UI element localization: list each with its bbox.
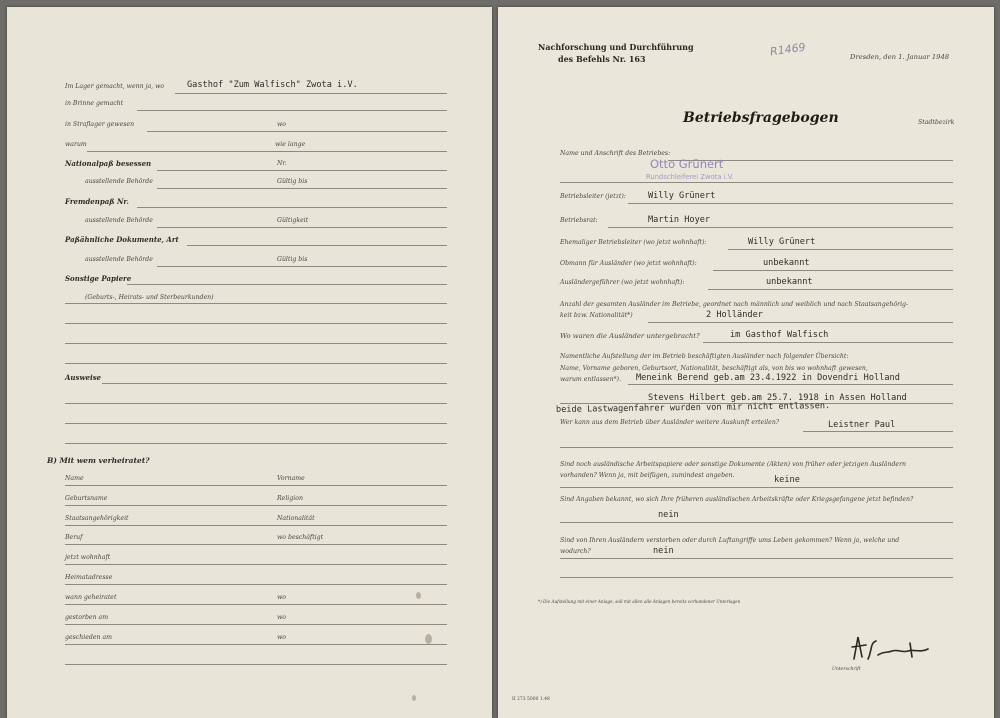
- rule: [65, 443, 447, 444]
- fremdenpass-label: Fremdenpaß Nr.: [65, 197, 129, 206]
- nationalitaet-label: Nationalität: [277, 515, 315, 522]
- ehem-leiter-label: Ehemaliger Betriebsleiter (wo jetzt wohnhaft):: [560, 239, 707, 246]
- rule: [157, 266, 447, 267]
- right-page: [498, 7, 994, 718]
- rule: [728, 249, 953, 250]
- name-label: Name: [65, 475, 84, 482]
- rule: [65, 363, 447, 364]
- gueltig3-label: Gültig bis: [277, 256, 308, 263]
- rule: [608, 227, 953, 228]
- leiter-value: Willy Grünert: [648, 191, 716, 201]
- rule: [65, 403, 447, 404]
- firm-label: Name und Anschrift des Betriebes:: [560, 150, 671, 157]
- religion-label: Religion: [277, 495, 303, 502]
- obmann-value: unbekannt: [763, 258, 810, 268]
- stadtbezirk-label: Stadtbezirk: [918, 119, 955, 126]
- rule: [65, 604, 447, 605]
- jetzt-wohnhaft-label: jetzt wohnhaft: [65, 554, 111, 561]
- rule: [65, 343, 447, 344]
- rule: [65, 584, 447, 585]
- ink-stain: [425, 634, 432, 644]
- anzahl-value: 2 Holländer: [706, 310, 763, 320]
- date-text: Dresden, den 1. Januar 1948: [850, 53, 950, 61]
- rule: [560, 182, 953, 183]
- rule: [560, 522, 953, 523]
- rule: [157, 170, 447, 171]
- obmann-label: Obmann für Ausländer (wo jetzt wohnhaft):: [560, 260, 697, 267]
- rule: [560, 447, 953, 448]
- rule: [147, 131, 447, 132]
- angaben-label: Sind Angaben bekannt, wo sich Ihre früheren ausländischen Arbeitskräfte oder Kriegsgefangene jetzt befinden?: [560, 496, 914, 503]
- rule: [628, 203, 953, 204]
- aufstellung-format-1: Name, Vorname geboren, Geburtsort, Nationalität, beschäftigt als, von bis wo wohnhaft gewesen,: [560, 365, 868, 372]
- unterschrift-label: Unterschrift: [832, 667, 861, 672]
- papiere-value: keine: [774, 475, 800, 485]
- auskunft-value: Leistner Paul: [828, 420, 896, 430]
- untergebracht-value: im Gasthof Walfisch: [730, 330, 829, 340]
- heimatadresse-label: Heimatadresse: [65, 574, 113, 581]
- aufstellung-entry-3: beide Lastwagenfahrer wurden von mir nicht entlassen.: [555, 401, 831, 415]
- rule: [708, 289, 953, 290]
- header-line2: des Befehls Nr. 163: [558, 54, 646, 64]
- papiere-label-1: Sind noch ausländische Arbeitspapiere oder sonstige Dokumente (Akten) von früher oder jetzigen Ausländern: [560, 461, 907, 468]
- print-code: II 273 5000 1.48: [512, 697, 550, 702]
- rule: [157, 188, 447, 189]
- rule: [65, 323, 447, 324]
- firm-stamp-sub: Rundschleiferei Zwota i.V.: [646, 173, 734, 181]
- rule: [157, 227, 447, 228]
- nr-label: Nr.: [277, 160, 287, 167]
- ausweise-label: Ausweise: [65, 373, 101, 382]
- ausstellende-behoerde3-label: ausstellende Behörde: [85, 256, 153, 263]
- geburtsname-label: Geburtsname: [65, 495, 108, 502]
- header-line1: Nachforschung und Durchführung: [538, 42, 694, 52]
- haft-label: in Brinne gemacht: [65, 100, 124, 107]
- staatsangehoerigkeit-label: Staatsangehörigkeit: [65, 515, 129, 522]
- rule: [65, 564, 447, 565]
- betriebsrat-value: Martin Hoyer: [648, 215, 711, 225]
- aufstellung-entry-2: Stevens Hilbert geb.am 25.7. 1918 in Assen Holland: [648, 393, 907, 403]
- verstorben-label-2: wodurch?: [560, 548, 591, 555]
- ink-stain: [416, 592, 421, 599]
- aufstellung-entry-1: Meneink Berend geb.am 23.4.1922 in Dovendri Holland: [636, 373, 900, 383]
- ausstellende-behoerde-label: ausstellende Behörde: [85, 178, 153, 185]
- verstorben-label-1: Sind von Ihren Ausländern verstorben oder durch Luftangriffe ums Leben gekommen? Wenn ja, welche und: [560, 537, 900, 544]
- left-page: [7, 7, 492, 718]
- gueltigkeit-label: Gültigkeit: [277, 217, 309, 224]
- verstorben-value: nein: [653, 546, 674, 556]
- leiter-label: Betriebsleiter (jetzt):: [560, 193, 626, 200]
- ehem-leiter-value: Willy Grünert: [748, 237, 816, 247]
- rule: [175, 93, 447, 94]
- handwritten-ref: R1469: [769, 40, 807, 59]
- wo2-label: wo: [277, 614, 287, 621]
- wie-lange-label: wie lange: [275, 141, 306, 148]
- untergebracht-label: Wo waren die Ausländer untergebracht?: [560, 332, 700, 340]
- gueltig-label: Gültig bis: [277, 178, 308, 185]
- rule: [65, 664, 447, 665]
- rule: [713, 270, 953, 271]
- rule: [102, 383, 447, 384]
- anzahl-label-2: keit bzw. Nationalität*): [560, 312, 633, 319]
- rule: [187, 245, 447, 246]
- wo1-label: wo: [277, 594, 287, 601]
- nationalpass-label: Nationalpaß besessen: [65, 159, 152, 168]
- ausstellende-behoerde2-label: ausstellende Behörde: [85, 217, 153, 224]
- rule: [560, 558, 953, 559]
- rule: [560, 487, 953, 488]
- papiere-label-2: vorhanden? Wenn ja, mit beifügen, zumindest angeben.: [560, 472, 735, 479]
- wo-beschaeftigt-label: wo beschäftigt: [277, 534, 324, 541]
- lager-value: Gasthof "Zum Walfisch" Zwota i.V.: [187, 80, 358, 90]
- rule: [65, 544, 447, 545]
- wo3-label: wo: [277, 634, 287, 641]
- auskunft-label: Wer kann aus dem Betrieb über Ausländer weitere Auskunft erteilen?: [560, 419, 780, 426]
- rule: [560, 577, 953, 578]
- rule: [65, 303, 447, 304]
- rule: [65, 485, 447, 486]
- geschieden-label: geschieden am: [65, 634, 113, 641]
- betriebsrat-label: Betriebsrat:: [560, 217, 598, 224]
- rule: [65, 624, 447, 625]
- sonstige-label: Sonstige Papiere: [65, 274, 132, 283]
- rule: [628, 384, 953, 385]
- firm-stamp-name: Otto Grünert: [650, 157, 724, 171]
- footnote: *) Die Aufstellung mit einer Anlage, soll mit allen alle Anlagen bereits vorhandener Unterlagen: [538, 599, 741, 604]
- angaben-value: nein: [658, 510, 679, 520]
- rule: [87, 151, 447, 152]
- wann-geheiratet-label: wann geheiratet: [65, 594, 117, 601]
- vorname-label: Vorname: [277, 475, 305, 482]
- page-title: Betriebsfragebogen: [683, 110, 839, 126]
- ink-stain: [412, 695, 416, 701]
- warum-label: warum: [65, 141, 87, 148]
- rule: [65, 505, 447, 506]
- aufstellung-format-2: warum entlassen*).: [560, 376, 622, 383]
- section-b-title: B) Mit wem verheiratet?: [47, 456, 150, 465]
- rule: [137, 110, 447, 111]
- auslaenderfuehrer-value: unbekannt: [766, 277, 813, 287]
- anzahl-label-1: Anzahl der gesamten Ausländer im Betriebe, geordnet nach männlich und weiblich und nach Staatsangehörig-: [560, 301, 909, 308]
- rule: [127, 284, 447, 285]
- auslaenderfuehrer-label: Ausländergeführer (wo jetzt wohnhaft):: [560, 279, 685, 286]
- straflager-label: in Straflager gewesen: [65, 121, 135, 128]
- beruf-label: Beruf: [65, 534, 83, 541]
- wo-label: wo: [277, 121, 287, 128]
- rule: [65, 423, 447, 424]
- rule: [703, 342, 953, 343]
- rule: [137, 207, 447, 208]
- sonstige-note: (Geburts-, Heirats- und Sterbeurkunden): [85, 294, 214, 301]
- signature: [848, 629, 948, 665]
- aufstellung-label: Namentliche Aufstellung der im Betrieb beschäftigten Ausländer nach folgender Übersicht:: [560, 353, 849, 360]
- passaehnliche-label: Paßähnliche Dokumente, Art: [65, 235, 179, 244]
- rule: [65, 644, 447, 645]
- rule: [803, 431, 953, 432]
- lager-label: Im Lager gemacht, wenn ja, wo: [65, 83, 165, 90]
- rule: [65, 525, 447, 526]
- rule: [648, 322, 953, 323]
- gestorben-label: gestorben am: [65, 614, 109, 621]
